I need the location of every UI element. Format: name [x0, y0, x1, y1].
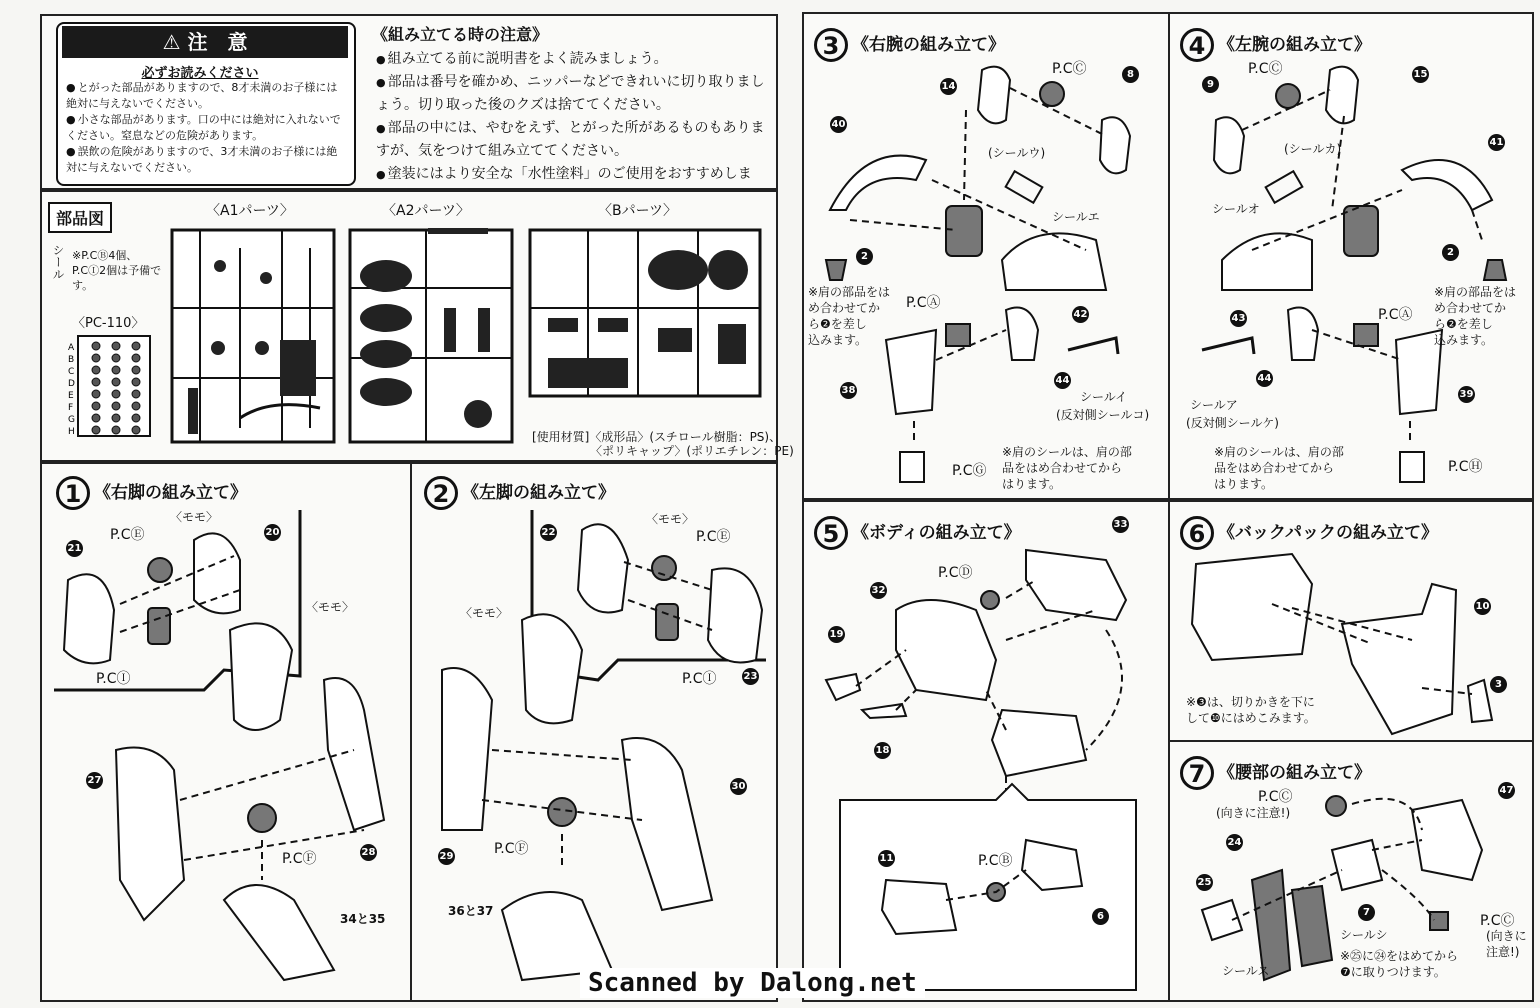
caution-list — [66, 80, 346, 176]
step-7-heading: 《腰部の組み立て》 — [1218, 763, 1371, 783]
step-6-heading: 《バックパックの組み立て》 — [1218, 523, 1438, 543]
poly-cap — [92, 390, 100, 398]
caution-subheading: 必ずお読みください — [141, 66, 259, 81]
poly-cap — [112, 414, 120, 422]
seal-side-label — [50, 244, 64, 284]
assembly-notes-heading: 《組み立てる時の注意》 — [372, 25, 549, 44]
poly-cap — [132, 426, 140, 434]
step-3-title — [814, 28, 1005, 62]
step-1-pc-e: P.CⒺ — [110, 527, 145, 543]
b-sprue — [528, 228, 762, 398]
caution-header — [62, 26, 348, 58]
assembly-note: ● 塗装にはより安全な「水性塗料」のご使用をおすすめしま — [376, 163, 768, 209]
step-7-seal-shi: シールシ — [1340, 928, 1388, 942]
step-3-pc-g: P.CⒼ — [952, 463, 987, 479]
step-3-note-1: ※肩の部品をは め合わせてか ら❷を差し 込みます。 — [808, 285, 891, 347]
part-badge: 18 — [874, 742, 891, 759]
poly-cap — [112, 426, 120, 434]
step-2-pc-e: P.CⒺ — [696, 529, 731, 545]
step-7-title — [1180, 756, 1371, 790]
step-7-pc-c-1-note: (向きに注意!) — [1216, 806, 1291, 820]
pc-row-label: C — [68, 367, 75, 377]
step-4-heading: 《左腕の組み立て》 — [1218, 35, 1371, 55]
caution-item: ● 誤飲の危険がありますので、3才未満のお子様には絶対に与えないでください。 — [66, 144, 346, 176]
part-badge: 29 — [438, 848, 455, 865]
part-badge: 15 — [1412, 66, 1429, 83]
step-6-number: 6 — [1180, 516, 1214, 550]
part-badge: 30 — [730, 778, 747, 795]
part-badge: 28 — [360, 844, 377, 861]
poly-cap — [92, 354, 100, 362]
step-6-note: ※❸は、切りかきを下に して❿にはめこみます。 — [1186, 695, 1316, 725]
step-4-number: 4 — [1180, 28, 1214, 62]
assembly-note: ● 組み立てる前に説明書をよく読みましょう。 — [376, 48, 768, 71]
step-2-diagram — [412, 500, 776, 1000]
step-3-heading: 《右腕の組み立て》 — [852, 35, 1005, 55]
step-4-pc-c: P.CⒸ — [1248, 61, 1283, 77]
part-badge: 38 — [840, 382, 857, 399]
step-7-note: ※㉕に㉔をはめてから ❼に取りつけます。 — [1340, 949, 1459, 979]
step-5-diagram — [806, 540, 1168, 1000]
part-label: 36と37 — [448, 904, 494, 918]
poly-cap — [132, 402, 140, 410]
part-badge: 24 — [1226, 834, 1243, 851]
step-2-pc-f: P.CⒻ — [494, 841, 529, 857]
seal-label-text: シール — [51, 244, 65, 280]
pc-row-label: E — [68, 391, 74, 401]
step-2-momo-label: 〈モモ〉 — [646, 512, 695, 526]
step-1-pc-f: P.CⒻ — [282, 851, 317, 867]
step-1-heading: 《右脚の組み立て》 — [94, 483, 247, 503]
pc-row-label: A — [68, 343, 75, 353]
warning-icon: ⚠ — [162, 30, 181, 54]
caution-item: ● 小さな部品があります。口の中には絶対に入れないでください。窒息などの危険があります。 — [66, 112, 346, 144]
poly-cap — [112, 390, 120, 398]
pc-spare-note: ※P.CⒷ4個、P.CⒾ2個は予備です。 — [72, 249, 162, 292]
step-3-seal-u: (シールウ) — [988, 146, 1046, 160]
watermark: Scanned by Dalong.net — [580, 968, 925, 998]
step-2-pc-i: P.CⒾ — [682, 671, 717, 687]
step-7-seal-su: シールス — [1222, 964, 1270, 978]
part-badge: 23 — [742, 668, 759, 685]
poly-cap — [132, 378, 140, 386]
material-line-2: 〈ポリキャップ〉(ポリエチレン：PE) — [590, 444, 794, 458]
part-badge: 33 — [1112, 516, 1129, 533]
part-badge: 39 — [1458, 386, 1475, 403]
pc-row-label: D — [68, 379, 75, 389]
poly-cap — [132, 390, 140, 398]
part-badge: 42 — [1072, 306, 1089, 323]
part-badge: 20 — [264, 524, 281, 541]
part-badge: 47 — [1498, 782, 1515, 799]
step-3-diagram — [806, 60, 1168, 496]
part-label: 34と35 — [340, 912, 386, 926]
step-3-number: 3 — [814, 28, 848, 62]
step-4-seal-a: シールア — [1190, 398, 1238, 412]
poly-cap — [92, 378, 100, 386]
step-5-heading: 《ボディの組み立て》 — [852, 523, 1021, 543]
poly-cap — [112, 378, 120, 386]
b-label: 〈Bパーツ〉 — [598, 203, 678, 219]
a2-label: 〈A2パーツ〉 — [382, 203, 470, 219]
poly-cap — [92, 414, 100, 422]
part-badge: 44 — [1054, 372, 1071, 389]
part-badge: 25 — [1196, 874, 1213, 891]
part-badge: 27 — [86, 772, 103, 789]
part-badge: 14 — [940, 78, 957, 95]
part-badge: 40 — [830, 116, 847, 133]
step-2-heading: 《左脚の組み立て》 — [462, 483, 615, 503]
poly-cap — [132, 366, 140, 374]
step-4-seal-ka: (シールカ) — [1284, 142, 1342, 156]
poly-cap — [112, 366, 120, 374]
step-3-seal-i: シールイ — [1080, 390, 1128, 404]
step-4-note-1: ※肩の部品をは め合わせてか ら❷を差し 込みます。 — [1434, 285, 1517, 347]
poly-cap — [92, 366, 100, 374]
pc-110-sprue — [66, 332, 156, 440]
step-4-seal-o: シールオ — [1212, 202, 1260, 216]
step-7-pc-c-1: P.CⒸ — [1258, 789, 1293, 805]
pc-row-label: G — [68, 415, 75, 425]
step-1-number: 1 — [56, 476, 90, 510]
step-1-momo-label-2: 〈モモ〉 — [306, 600, 355, 614]
step-7-pc-c-2: P.CⒸ — [1480, 913, 1515, 929]
step-4-pc-a: P.CⒶ — [1378, 307, 1413, 323]
a1-sprue — [170, 228, 336, 444]
part-badge: 11 — [878, 850, 895, 867]
poly-cap — [112, 354, 120, 362]
part-badge: 2 — [856, 248, 873, 265]
step-3-note-2: ※肩のシールは、肩の部 品をはめ合わせてから はります。 — [1002, 445, 1132, 491]
poly-cap — [112, 342, 120, 350]
poly-cap — [132, 414, 140, 422]
poly-cap — [132, 342, 140, 350]
part-badge: 7 — [1358, 904, 1375, 921]
step-4-pc-h: P.CⒽ — [1448, 459, 1483, 475]
assembly-notes-list — [376, 48, 768, 209]
part-badge: 9 — [1202, 76, 1219, 93]
pc-row-label: F — [68, 403, 74, 413]
part-badge: 21 — [66, 540, 83, 557]
part-badge: 8 — [1122, 66, 1139, 83]
part-badge: 3 — [1490, 676, 1507, 693]
step-5-pc-b: P.CⒷ — [978, 853, 1013, 869]
part-badge: 41 — [1488, 134, 1505, 151]
step-3-seal-e: シールエ — [1052, 210, 1100, 224]
poly-cap — [92, 402, 100, 410]
part-badge: 43 — [1230, 310, 1247, 327]
step-1-momo-label: 〈モモ〉 — [170, 510, 219, 524]
parts-diagram-heading: 部品図 — [48, 202, 112, 233]
pc-row-label: B — [68, 355, 75, 365]
step-3-pc-c: P.CⒸ — [1052, 61, 1087, 77]
step-7-pc-c-2-note: (向きに 注意!) — [1486, 929, 1527, 959]
a2-sprue — [348, 228, 514, 444]
step-2-number: 2 — [424, 476, 458, 510]
a1-label: 〈A1パーツ〉 — [206, 203, 294, 219]
pc-row-label: H — [68, 427, 75, 437]
poly-cap — [132, 354, 140, 362]
step-4-title — [1180, 28, 1371, 62]
part-badge: 10 — [1474, 598, 1491, 615]
step-5-pc-d: P.CⒹ — [938, 565, 973, 581]
poly-cap — [92, 342, 100, 350]
step-2-momo-label-2: 〈モモ〉 — [460, 606, 509, 620]
step-4-note-2: ※肩のシールは、肩の部 品をはめ合わせてから はります。 — [1214, 445, 1344, 491]
step-3-pc-a: P.CⒶ — [906, 295, 941, 311]
step-3-seal-ko: (反対側シールコ) — [1056, 408, 1150, 422]
part-badge: 6 — [1092, 908, 1109, 925]
part-badge: 2 — [1442, 244, 1459, 261]
part-badge: 32 — [870, 582, 887, 599]
assembly-note: ● 部品は番号を確かめ、ニッパーなどできれいに切り取りましょう。切り取った後のクズは捨ててください。 — [376, 71, 768, 117]
step-4-seal-ke: (反対側シールケ) — [1186, 416, 1279, 430]
assembly-note: ● 部品の中には、やむをえず、とがった所があるものもありますが、気をつけて組み立ててください。 — [376, 117, 768, 163]
caution-item: ● とがった部品がありますので、8才未満のお子様には絶対に与えないでください。 — [66, 80, 346, 112]
step-1-pc-i: P.CⒾ — [96, 671, 131, 687]
poly-cap — [92, 426, 100, 434]
material-line-1: [使用材質]〈成形品〉(スチロール樹脂：PS)、 — [532, 430, 782, 444]
step-7-number: 7 — [1180, 756, 1214, 790]
part-badge: 22 — [540, 524, 557, 541]
caution-heading: 注 意 — [187, 30, 248, 54]
step-5-number: 5 — [814, 516, 848, 550]
part-badge: 44 — [1256, 370, 1273, 387]
poly-cap — [112, 402, 120, 410]
pc-label: 〈PC-110〉 — [72, 316, 145, 331]
part-badge: 19 — [828, 626, 845, 643]
